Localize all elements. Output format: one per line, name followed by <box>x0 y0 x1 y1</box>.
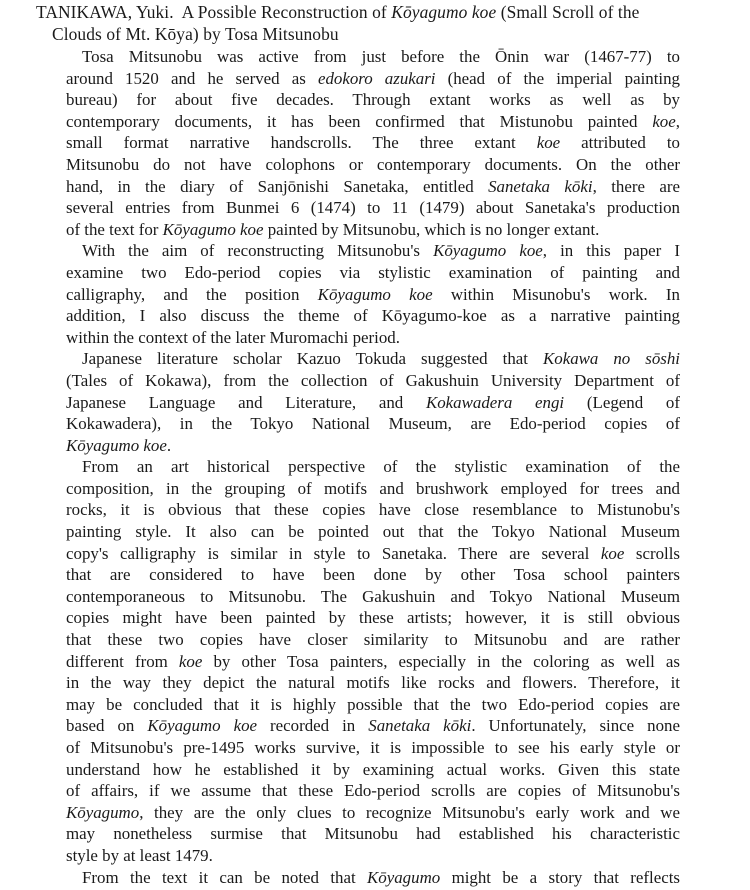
text-line <box>66 823 680 845</box>
text-line <box>66 348 680 370</box>
text-run: addition, I also discuss the theme of Kōyagumo-koe as a narrative painting <box>66 306 680 326</box>
text-run: From the text it can be noted that <box>82 867 368 887</box>
text-run: , there are <box>592 176 680 196</box>
text-line <box>66 284 680 306</box>
text-line <box>66 586 680 608</box>
text-run: copies might have been painted by these artists; however, it is still obvious <box>66 608 680 628</box>
text-run: around 1520 and he served as <box>66 68 318 88</box>
italic-text: koe <box>652 111 676 131</box>
text-line <box>66 262 680 284</box>
text-run: painted by Mitsunobu, which is no longer extant. <box>263 219 600 239</box>
text-run: hand, in the diary of Sanjōnishi Sanetaka, entitled <box>66 176 489 196</box>
text-line <box>66 737 680 759</box>
text-run: understand how he established it by examining actual works. Given this state <box>66 759 680 779</box>
italic-text: Kōyagumo koe <box>147 716 258 736</box>
text-run: contemporaneous to Mitsunobu. The Gakushuin and Tokyo National Museum <box>66 586 680 606</box>
text-run: may be concluded that it is highly possible that the two Edo-period copies are <box>66 694 680 714</box>
text-run: of affairs, if we assume that these Edo-period scrolls are copies of Mitsunobu's <box>66 781 680 801</box>
paragraph <box>66 456 680 866</box>
text-line <box>66 370 680 392</box>
text-line <box>66 651 680 673</box>
text-run: that are considered to have been done by other Tosa school painters <box>66 565 680 585</box>
text-run: may nonetheless surmise that Mitsunobu had established his characteristic <box>66 824 680 844</box>
text-line <box>66 759 680 781</box>
text-run: recorded in <box>257 716 369 736</box>
italic-text: Kokawadera engi <box>425 392 565 412</box>
text-line <box>66 867 680 889</box>
text-line <box>66 132 680 154</box>
italic-text: Kōyagumo koe <box>66 435 167 455</box>
text-line <box>66 154 680 176</box>
title-text-start: A Possible Reconstruction of <box>181 2 387 22</box>
paragraph <box>66 867 680 889</box>
text-run: (head of the imperial painting <box>435 68 680 88</box>
text-run: , <box>675 111 680 131</box>
text-line <box>66 197 680 219</box>
italic-text: Kōyagumo <box>66 802 140 822</box>
italic-text: Kōyagumo <box>367 867 441 887</box>
text-line <box>66 392 680 414</box>
text-run: based on <box>66 716 148 736</box>
text-run: contemporary documents, it has been confirmed that Mistunobu painted <box>66 111 653 131</box>
text-run: of the text for <box>66 219 163 239</box>
italic-text: Sanetaka kōki <box>488 176 593 196</box>
text-run: small format narrative handscrolls. The three extant <box>66 133 537 153</box>
text-run: by other Tosa painters, especially in the coloring as well as <box>202 651 680 671</box>
text-run: copy's calligraphy is similar in style to Sanetaka. There are several <box>66 543 601 563</box>
text-line <box>66 845 680 867</box>
text-run: With the aim of reconstructing Mitsunobu's <box>82 241 434 261</box>
italic-text: koe <box>178 651 203 671</box>
italic-text: Kōyagumo koe <box>162 219 264 239</box>
text-run: bureau) for about five decades. Through extant works as well as by <box>66 90 680 110</box>
text-run: Mitsunobu do not have colophons or contemporary documents. On the other <box>66 154 680 174</box>
text-run: Japanese literature scholar Kazuo Tokuda suggested that <box>82 349 543 369</box>
text-run: From an art historical perspective of the stylistic examination of the <box>82 457 680 477</box>
text-run: , in this paper I <box>542 241 681 261</box>
italic-text: Kokawa no sōshi <box>542 349 680 369</box>
italic-text: Kōyagumo koe <box>317 284 433 304</box>
text-run: that these two copies have closer similarity to Mitsunobu and are rather <box>66 630 680 650</box>
text-line <box>66 672 680 694</box>
text-line <box>66 456 680 478</box>
text-run: . <box>166 435 172 455</box>
text-line <box>66 694 680 716</box>
text-run: Japanese Language and Literature, and <box>66 392 426 412</box>
italic-text: koe <box>600 543 625 563</box>
text-line <box>66 564 680 586</box>
text-line <box>66 240 680 262</box>
text-line <box>66 543 680 565</box>
text-run: rocks, it is obvious that these copies have close resemblance to Mistunobu's <box>66 500 680 520</box>
text-run: calligraphy, and the position <box>66 284 318 304</box>
title-text-end: (Small Scroll of the <box>500 2 640 22</box>
title-line-2: Clouds of Mt. Kōya) by Tosa Mitsunobu <box>52 23 339 44</box>
paragraph <box>66 348 680 456</box>
text-line <box>66 327 680 349</box>
text-line <box>66 715 680 737</box>
text-line <box>66 89 680 111</box>
article-body <box>66 46 680 888</box>
italic-text: koe <box>536 133 561 153</box>
text-run: style by at least 1479. <box>66 845 213 865</box>
text-line <box>66 111 680 133</box>
text-run: in the way they depict the natural motifs like rocks and flowers. Therefore, it <box>66 673 680 693</box>
text-run: several entries from Bunmei 6 (1474) to 11 (1479) about Sanetaka's production <box>66 198 680 218</box>
text-run: might be a story that reflects <box>440 867 681 887</box>
text-line <box>66 607 680 629</box>
text-line <box>66 176 680 198</box>
text-run: , they are the only clues to recognize Mitsunobu's early work and we <box>139 802 680 822</box>
text-run: scrolls <box>624 543 681 563</box>
paragraph <box>66 240 680 348</box>
text-run: composition, in the grouping of motifs and brushwork employed for trees and <box>66 478 680 498</box>
text-run: Kokawadera), in the Tokyo National Museum, are Edo-period copies of <box>66 414 680 434</box>
text-line <box>66 499 680 521</box>
text-run: . Unfortunately, since none <box>471 716 680 736</box>
text-line <box>66 68 680 90</box>
author-name: TANIKAWA, Yuki. <box>36 2 174 22</box>
text-line <box>66 46 680 68</box>
text-line <box>66 629 680 651</box>
text-run: within Misunobu's work. In <box>432 284 680 304</box>
text-run: different from <box>66 651 179 671</box>
title-italic: Kōyagumo koe <box>391 2 497 22</box>
italic-text: Sanetaka kōki <box>368 716 472 736</box>
text-run: painting style. It also can be pointed out that the Tokyo National Museum <box>66 522 680 542</box>
text-line <box>66 305 680 327</box>
text-line <box>66 219 680 241</box>
text-line <box>66 413 680 435</box>
text-line <box>66 435 680 457</box>
text-run: attributed to <box>560 133 680 153</box>
text-line <box>66 802 680 824</box>
text-run: of Mitsunobu's pre-1495 works survive, it is impossible to see his early style or <box>66 738 680 757</box>
text-line <box>66 780 680 802</box>
text-line <box>66 521 680 543</box>
text-line <box>66 478 680 500</box>
article-heading <box>36 2 736 45</box>
italic-text: edokoro azukari <box>317 68 436 88</box>
text-run: examine two Edo-period copies via stylistic examination of painting and <box>66 262 680 282</box>
text-run: within the context of the later Muromachi period. <box>66 327 400 347</box>
italic-text: Kōyagumo koe <box>433 241 543 261</box>
paragraph <box>66 46 680 240</box>
text-run: (Tales of Kokawa), from the collection of Gakushuin University Department of <box>66 370 680 390</box>
text-run: (Legend of <box>564 392 680 412</box>
text-run: Tosa Mitsunobu was active from just before the Ōnin war (1467-77) to <box>82 47 680 66</box>
